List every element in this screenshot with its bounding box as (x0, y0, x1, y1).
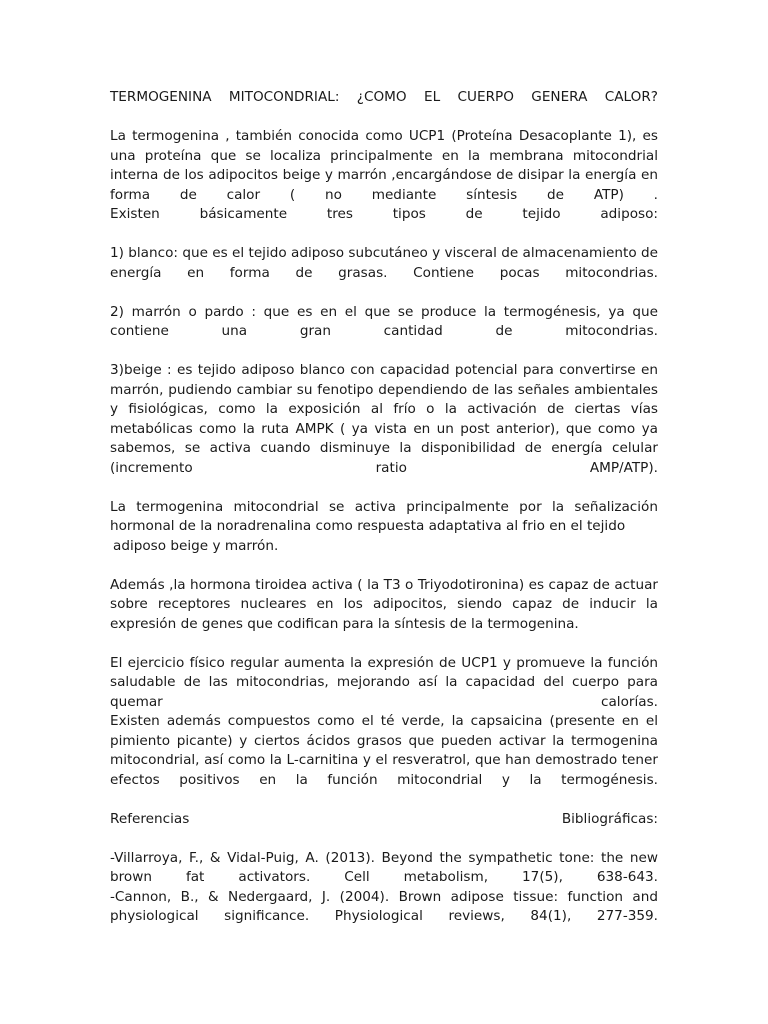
exercise-paragraph: El ejercicio físico regular aumenta la expresión de UCP1 y promueve la función saludable de las mitocondrias, mejorando así la capacidad del cuerpo para quemar calorías. (110, 654, 658, 710)
activation-line: hormonal de la noradrenalina como respuesta adaptativa al frio en el tejido (110, 518, 626, 534)
adipose-type-brown: 2) marrón o pardo : que es en el que se produce la termogénesis, ya que contiene una gran cantidad de mitocondrias. (110, 303, 658, 339)
references-heading-left: Referencias (110, 810, 190, 827)
reference-item: -Cannon, B., & Nedergaard, J. (2004). Brown adipose tissue: function and physiological significance. Physiological reviews, 84(1), 277-359. (110, 888, 658, 924)
references-heading-right: Bibliográficas: (561, 810, 658, 827)
activation-paragraph (110, 498, 658, 557)
activation-line: adiposo beige y marrón. (113, 537, 279, 554)
compounds-paragraph: Existen además compuestos como el té verde, la capsaicina (presente en el pimiento picante) y ciertos ácidos grasos que pueden activar la termogenina mitocondrial, así como la L-carnitina y el resveratrol, que han demostrado tener efectos positivos en la función mitocondrial y la termogénesis. (110, 713, 658, 788)
adipose-type-beige: 3)beige : es tejido adiposo blanco con capacidad potencial para convertirse en marrón, pudiendo cambiar su fenotipo dependiendo de las señales ambientales y fisiológicas, como la exposición al frío o la activación de ciertas vías metabólicas como la ruta AMPK ( ya vista en un post anterior), que como ya sabemos, se activa cuando disminuye la disponibilidad de energía celular (incremento ratio AMP/ATP). (110, 362, 658, 476)
adipose-types-intro: Existen básicamente tres tipos de tejido adiposo: (110, 206, 658, 222)
thyroid-paragraph: Además ,la hormona tiroidea activa ( la T3 o Triyodotironina) es capaz de actuar sobre receptores nucleares en los adipocitos, siendo capaz de inducir la expresión de genes que codifican para la síntesis de la termogenina. (110, 576, 658, 632)
document-page (110, 88, 658, 927)
adipose-type-white: 1) blanco: que es el tejido adiposo subcutáneo y visceral de almacenamiento de energía en forma de grasas. Contiene pocas mitocondrias. (110, 245, 658, 281)
document-title: TERMOGENINA MITOCONDRIAL: ¿COMO EL CUERPO GENERA CALOR? (110, 89, 658, 105)
intro-paragraph: La termogenina , también conocida como UCP1 (Proteína Desacoplante 1), es una proteína que se localiza principalmente en la membrana mitocondrial interna de los adipocitos beige y marrón ,encargándose de disipar la energía en forma de calor ( no mediante síntesis de ATP) . (110, 128, 658, 203)
reference-item: -Villarroya, F., & Vidal-Puig, A. (2013). Beyond the sympathetic tone: the new brown fat activators. Cell metabolism, 17(5), 638-643. (110, 849, 658, 885)
activation-line: La termogenina mitocondrial se activa principalmente por la señalización (110, 498, 658, 515)
references-heading (110, 810, 658, 830)
